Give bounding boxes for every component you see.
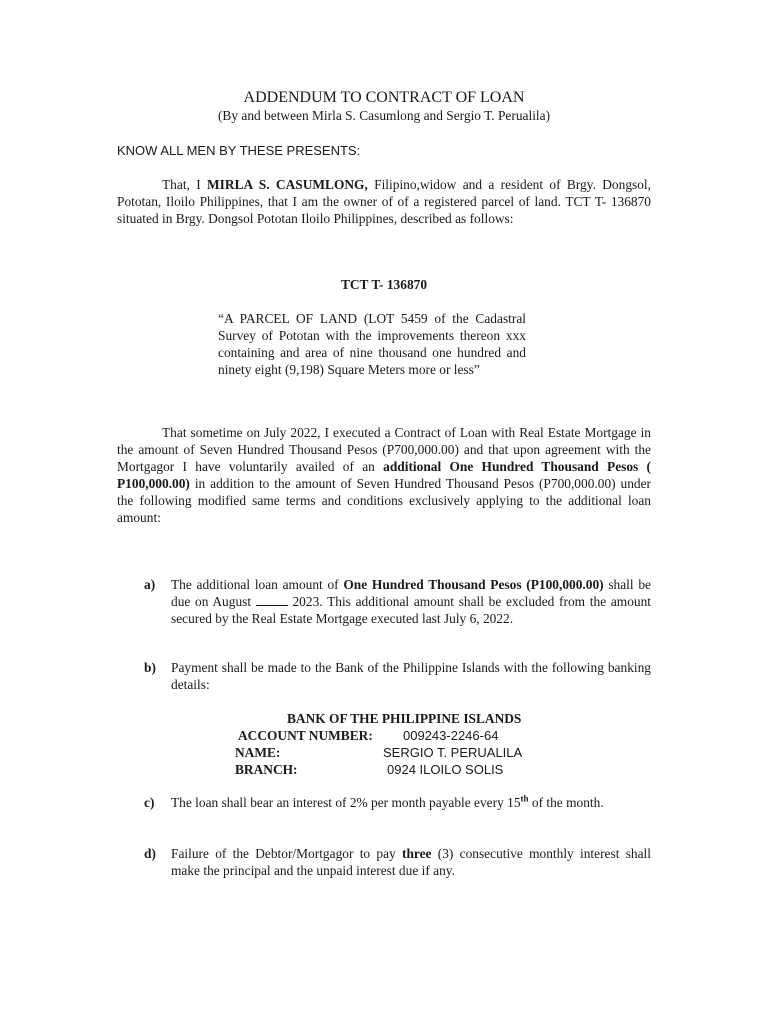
opening-line: KNOW ALL MEN BY THESE PRESENTS:	[117, 143, 361, 158]
land-description-quote: “A PARCEL OF LAND (LOT 5459 of the Cadastral Survey of Pototan with the improvements thereon xxx containing and area of nine thousand one hundred and ninety eight (9,198) Square Meters more or less”	[218, 311, 526, 377]
tct-heading: TCT T- 136870	[340, 277, 428, 292]
branch-value: 0924 ILOILO SOLIS	[387, 762, 504, 777]
item-text: Payment shall be made to the Bank of the Philippine Islands with the following banking details:	[171, 660, 651, 692]
document-title: ADDENDUM TO CONTRACT OF LOAN	[243, 89, 525, 106]
item-label: b)	[144, 660, 156, 675]
item-text: Failure of the Debtor/Mortgagor to pay three (3) consecutive monthly interest shall make the principal and the unpaid interest due if any.	[171, 846, 651, 878]
item-label: a)	[144, 577, 156, 592]
loan-paragraph: That sometime on July 2022, I executed a Contract of Loan with Real Estate Mortgage in the amount of Seven Hundred Thousand Pesos (P700,000.00) and that upon agreement with the Mortgagor I have voluntarily availed of an additional One Hundred Thousand Pesos ( P100,000.00) in addition to the amount of Seven Hundred Thousand Pesos (P700,000.00) under the following modified same terms and conditions exclusively applying to the additional loan amount:	[117, 425, 651, 525]
item-label: d)	[144, 846, 156, 861]
due-date-blank	[256, 594, 288, 606]
account-number-value: 009243-2246-64	[403, 728, 499, 743]
bank-name: BANK OF THE PHILIPPINE ISLANDS	[287, 711, 522, 726]
account-name-label: NAME:	[235, 745, 281, 760]
item-text: The loan shall bear an interest of 2% per month payable every 15th of the month.	[171, 793, 604, 810]
additional-amount: additional One Hundred Thousand Pesos ( P100,000.00)	[117, 459, 651, 491]
item-label: c)	[144, 795, 155, 810]
owner-name: MIRLA S. CASUMLONG,	[207, 177, 368, 192]
account-name-value: SERGIO T. PERUALILA	[383, 745, 523, 760]
document-subtitle: (By and between Mirla S. Casumlong and Sergio T. Perualila)	[217, 108, 551, 123]
intro-paragraph: That, I MIRLA S. CASUMLONG, Filipino,widow and a resident of Brgy. Dongsol, Pototan, Iloilo Philippines, that I am the owner of of a registered parcel of land. TCT T- 136870 situated in Brgy. Dongsol Pototan Iloilo Philippines, described as follows:	[117, 177, 651, 226]
item-text: The additional loan amount of One Hundred Thousand Pesos (P100,000.00) shall be due on August 2023. This additional amount shall be excluded from the amount secured by the Real Estate Mortgage executed last July 6, 2022.	[171, 577, 652, 626]
account-number-label: ACCOUNT NUMBER:	[238, 728, 373, 743]
branch-label: BRANCH:	[235, 762, 298, 777]
